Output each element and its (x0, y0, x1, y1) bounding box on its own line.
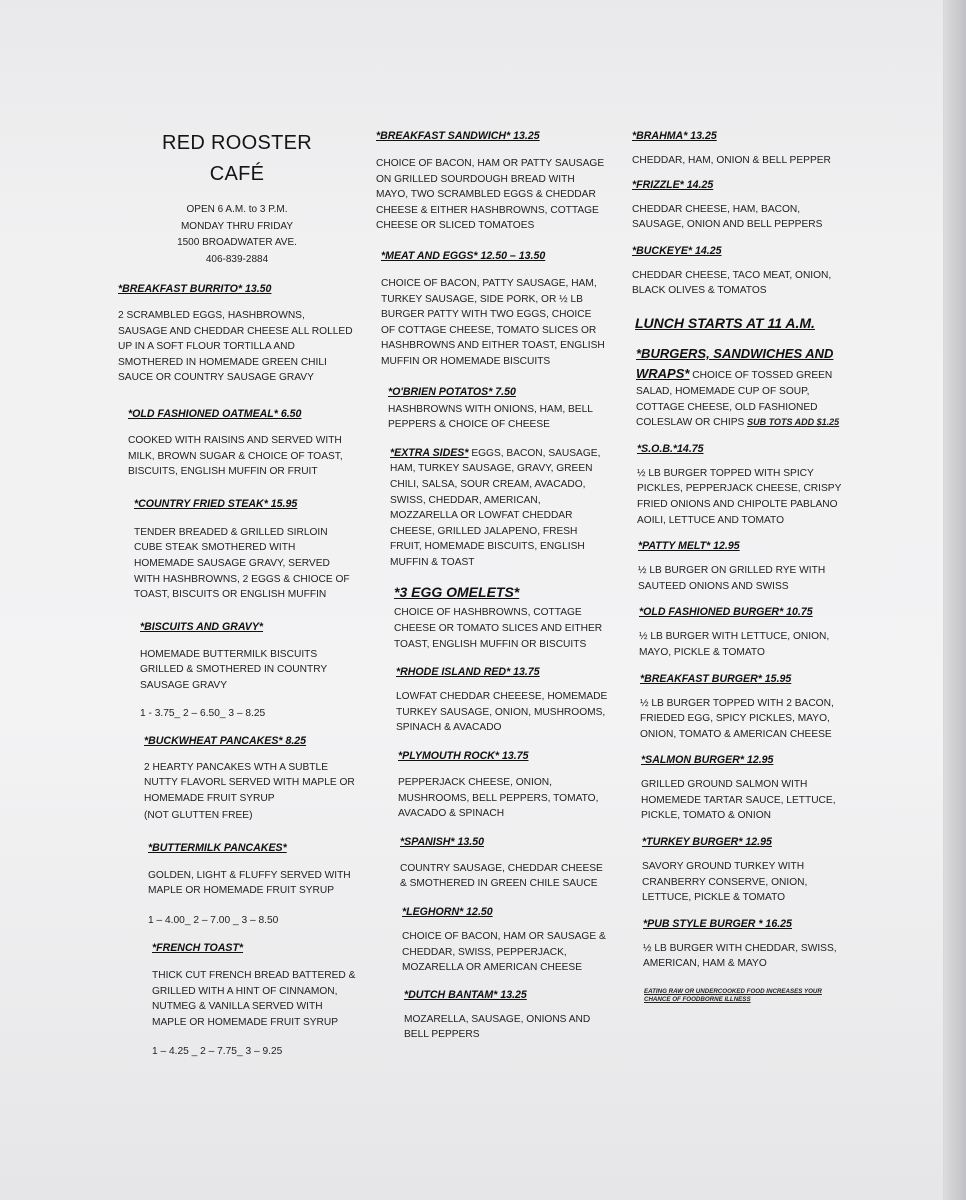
item-prices: 1 – 4.25 _ 2 – 7.75_ 3 – 9.25 (152, 1046, 283, 1058)
food-warning: EATING RAW OR UNDERCOOKED FOOD INCREASES YOUR CHANCE OF FOODBORNE ILLNESS (644, 988, 822, 1004)
item-title: *EXTRA SIDES* (390, 446, 469, 459)
item-title: *PLYMOUTH ROCK* 13.75 (398, 750, 529, 763)
menu-item (632, 128, 847, 169)
menu-item (376, 582, 608, 652)
section-heading: *3 EGG OMELETS* (394, 584, 520, 601)
menu-item (118, 733, 356, 824)
item-title: *MEAT AND EGGS* 12.50 – 13.50 (381, 249, 546, 262)
menu-item (632, 177, 847, 233)
menu-item (632, 916, 847, 972)
item-desc: CHOICE OF BACON, PATTY SAUSAGE, HAM, TURKEY SAUSAGE, SIDE PORK, OR ½ LB BURGER PATTY WITH TWO EGGS, CHOICE OF COTTAGE CHEESE, TOMATO SLICES OR HASHBROWNS AND EITHER TOAST, ENGLISH MUFFIN OR HOMEMADE BISCUITS (381, 277, 605, 367)
section-heading-line2: WRAPS* (636, 365, 690, 381)
item-desc: CHOICE OF BACON, HAM OR SAUSAGE & CHEDDAR, SWISS, PEPPERJACK, MOZARELLA OR AMERICAN CHEESE (402, 931, 606, 974)
item-desc: CHOICE OF BACON, HAM OR PATTY SAUSAGE ON GRILLED SOURDOUGH BREAD WITH MAYO, TWO SCRAMBLED EGGS & CHEDDAR CHEESE & EITHER HASHBROWNS, COTTAGE CHEESE OR SLICED TOMATOES (376, 158, 605, 232)
item-title: *S.O.B.*14.75 (637, 442, 704, 455)
restaurant-name-line2: CAFÉ (209, 163, 265, 185)
menu-column-3 (632, 128, 847, 1004)
menu-item (376, 128, 608, 234)
item-prices: 1 - 3.75_ 2 – 6.50_ 3 – 8.25 (140, 707, 266, 719)
page-edge (943, 0, 966, 1200)
item-title: *PATTY MELT* 12.95 (638, 540, 740, 553)
item-desc (390, 445, 608, 571)
item-title: *OLD FASHIONED BURGER* 10.75 (639, 606, 813, 619)
item-title: *BUCKWHEAT PANCAKES* 8.25 (144, 734, 307, 747)
item-desc: GRILLED GROUND SALMON WITH HOMEMEDE TARTAR SAUCE, LETTUCE, PICKLE, TOMATO & ONION (641, 779, 836, 822)
item-desc: ½ LB BURGER WITH LETTUCE, ONION, MAYO, PICKLE & TOMATO (639, 631, 830, 658)
item-desc: 2 HEARTY PANCAKES WTH A SUBTLE NUTTY FLAVORL SERVED WITH MAPLE OR HOMEMADE FRUIT SYRUP (144, 761, 355, 804)
menu-item (376, 904, 608, 976)
item-desc: TENDER BREADED & GRILLED SIRLOIN CUBE STEAK SMOTHERED WITH HOMEMADE SAUSAGE GRAVY, SERVED WITH HASHBROWNS, 2 EGGS & CHIOCE OF TOAST, BISCUITS OR ENGLISH MUFFIN (134, 526, 350, 601)
menu-item (118, 281, 356, 386)
item-desc: PEPPERJACK CHEESE, ONION, MUSHROOMS, BELL PEPPERS, TOMATO, AVACADO & SPINACH (398, 777, 599, 820)
menu-item (632, 604, 847, 660)
item-title: *RHODE ISLAND RED* 13.75 (396, 666, 540, 679)
item-desc: ½ LB BURGER WITH CHEDDAR, SWISS, AMERICAN, HAM & MAYO (643, 942, 837, 970)
restaurant-info (118, 202, 356, 268)
item-prices: 1 – 4.00_ 2 – 7.00 _ 3 – 8.50 (148, 915, 279, 927)
days: MONDAY THRU FRIDAY (180, 220, 294, 232)
menu-item (118, 840, 356, 928)
item-title: *BREAKFAST BURGER* 15.95 (640, 672, 792, 685)
section-desc: CHOICE OF TOSSED GREEN SALAD, HOMEMADE CUP OF SOUP, COTTAGE CHEESE, OLD FASHIONED COLESLAW OR CHIPS (636, 369, 833, 429)
item-desc: ½ LB BURGER TOPPED WITH SPICY PICKLES, PEPPERJACK CHEESE, CRISPY FRIED ONIONS AND CHIPOLTE PABLANO AOILI, LETTUCE AND TOMATO (637, 467, 842, 526)
burgers-section (632, 344, 847, 431)
menu-item (376, 384, 608, 433)
item-title: *LEGHORN* 12.50 (402, 906, 493, 918)
menu-item (376, 987, 608, 1043)
item-desc: MOZARELLA, SAUSAGE, ONIONS AND BELL PEPPERS (404, 1013, 591, 1041)
item-desc: ½ LB BURGER ON GRILLED RYE WITH SAUTEED ONIONS AND SWISS (638, 565, 826, 592)
item-title: *PUB STYLE BURGER * 16.25 (643, 917, 792, 930)
item-title: *BUTTERMILK PANCAKES* (148, 841, 287, 854)
hours: OPEN 6 A.M. to 3 P.M. (186, 204, 288, 215)
item-title: *FRIZZLE* 14.25 (632, 178, 714, 191)
item-note: (NOT GLUTTEN FREE) (144, 810, 253, 822)
item-desc: COOKED WITH RAISINS AND SERVED WITH MILK, BROWN SUGAR & CHOICE OF TOAST, BISCUITS, ENGLISH MUFFIN OR FRUIT (128, 434, 343, 478)
menu-item (376, 834, 608, 892)
menu-item (376, 748, 608, 822)
item-title: *SALMON BURGER* 12.95 (641, 754, 774, 767)
item-desc: CHEDDAR, HAM, ONION & BELL PEPPER (632, 155, 831, 166)
menu-item (632, 752, 847, 824)
menu-item (632, 671, 847, 743)
item-desc: CHEDDAR CHEESE, HAM, BACON, SAUSAGE, ONION AND BELL PEPPERS (632, 203, 823, 231)
menu-column-2 (376, 128, 608, 1043)
menu-item (632, 441, 847, 528)
menu-item (118, 406, 356, 480)
item-desc: CHOICE OF HASHBROWNS, COTTAGE CHEESE OR TOMATO SLICES AND EITHER TOAST, ENGLISH MUFFIN OR BISCUITS (394, 607, 603, 650)
restaurant-name-line1: RED ROOSTER (162, 132, 312, 154)
section-heading: *BURGERS, SANDWICHES AND (636, 345, 834, 361)
menu-item (118, 940, 356, 1059)
item-desc: LOWFAT CHEDDAR CHEEESE, HOMEMADE TURKEY SAUSAGE, ONION, MUSHROOMS, SPINACH & AVACADO (396, 691, 608, 734)
menu-item (376, 664, 608, 736)
menu-item (376, 445, 608, 571)
menu-item (118, 619, 356, 721)
item-title: *BREAKFAST BURRITO* 13.50 (118, 283, 272, 295)
address: 1500 BROADWATER AVE. (177, 237, 297, 248)
menu-item (118, 496, 356, 603)
item-desc: HOMEMADE BUTTERMILK BISCUITS GRILLED & SMOTHERED IN COUNTRY SAUSAGE GRAVY (140, 648, 327, 691)
menu-column-1 (118, 128, 356, 1059)
sub-tots-note: SUB TOTS ADD $1.25 (747, 417, 840, 428)
phone: 406-839-2884 (205, 253, 269, 265)
menu-item (632, 834, 847, 906)
item-desc: COUNTRY SAUSAGE, CHEDDAR CHEESE & SMOTHERED IN GREEN CHILE SAUCE (400, 862, 603, 890)
item-title: *SPANISH* 13.50 (400, 835, 485, 848)
item-desc: CHEDDAR CHEESE, TACO MEAT, ONION, BLACK OLIVES & TOMATOS (632, 269, 832, 297)
item-title: *BREAKFAST SANDWICH* 13.25 (376, 130, 540, 142)
item-desc: ½ LB BURGER TOPPED WITH 2 BACON, FRIEDED EGG, SPICY PICKLES, MAYO, ONION, TOMATO & AMERICAN CHEESE (640, 697, 834, 740)
item-desc: GOLDEN, LIGHT & FLUFFY SERVED WITH MAPLE OR HOMEMADE FRUIT SYRUP (148, 869, 351, 897)
item-desc: SAVORY GROUND TURKEY WITH CRANBERRY CONSERVE, ONION, LETTUCE, PICKLE & TOMATO (642, 861, 808, 904)
menu-item (376, 248, 608, 370)
menu-item (632, 243, 847, 299)
item-title: *COUNTRY FRIED STEAK* 15.95 (134, 497, 298, 510)
item-desc: 2 SCRAMBLED EGGS, HASHBROWNS, SAUSAGE AND CHEDDAR CHEESE ALL ROLLED UP IN A SOFT FLOUR TORTILLA AND SMOTHERED IN HOMEMADE GREEN CHILI SAUCE OR COUNTRY SAUSAGE GRAVY (118, 310, 353, 384)
item-title: *O'BRIEN POTATOS* 7.50 (388, 385, 516, 398)
item-title: *DUTCH BANTAM* 13.25 (404, 988, 527, 1001)
item-title: *TURKEY BURGER* 12.95 (642, 836, 772, 849)
item-desc: HASHBROWNS WITH ONIONS, HAM, BELL PEPPERS & CHOICE OF CHEESE (388, 403, 593, 431)
item-desc: THICK CUT FRENCH BREAD BATTERED & GRILLED WITH A HINT OF CINNAMON, NUTMEG & VANILLA SERVED WITH MAPLE OR HOMEMADE FRUIT SYRUP (152, 970, 356, 1028)
item-title: *FRENCH TOAST* (152, 942, 244, 955)
item-title: *BUCKEYE* 14.25 (632, 244, 722, 257)
lunch-heading: LUNCH STARTS AT 11 A.M. (635, 314, 815, 331)
item-desc-text: EGGS, BACON, SAUSAGE, HAM, TURKEY SAUSAGE, GRAVY, GREEN CHILI, SALSA, SOUR CREAM, AVACADO, SWISS, CHEDDAR, AMERICAN, MOZZARELLA OR LOWFAT CHEDDAR CHEESE, GRILLED JALAPENO, FRESH FRUIT, HOMEMADE BISCUITS, ENGLISH MUFFIN & TOAST (390, 447, 601, 568)
item-title: *BRAHMA* 13.25 (632, 130, 717, 142)
menu-item (632, 538, 847, 594)
item-title: *BISCUITS AND GRAVY* (140, 620, 264, 633)
item-title: *OLD FASHIONED OATMEAL* 6.50 (128, 407, 302, 420)
